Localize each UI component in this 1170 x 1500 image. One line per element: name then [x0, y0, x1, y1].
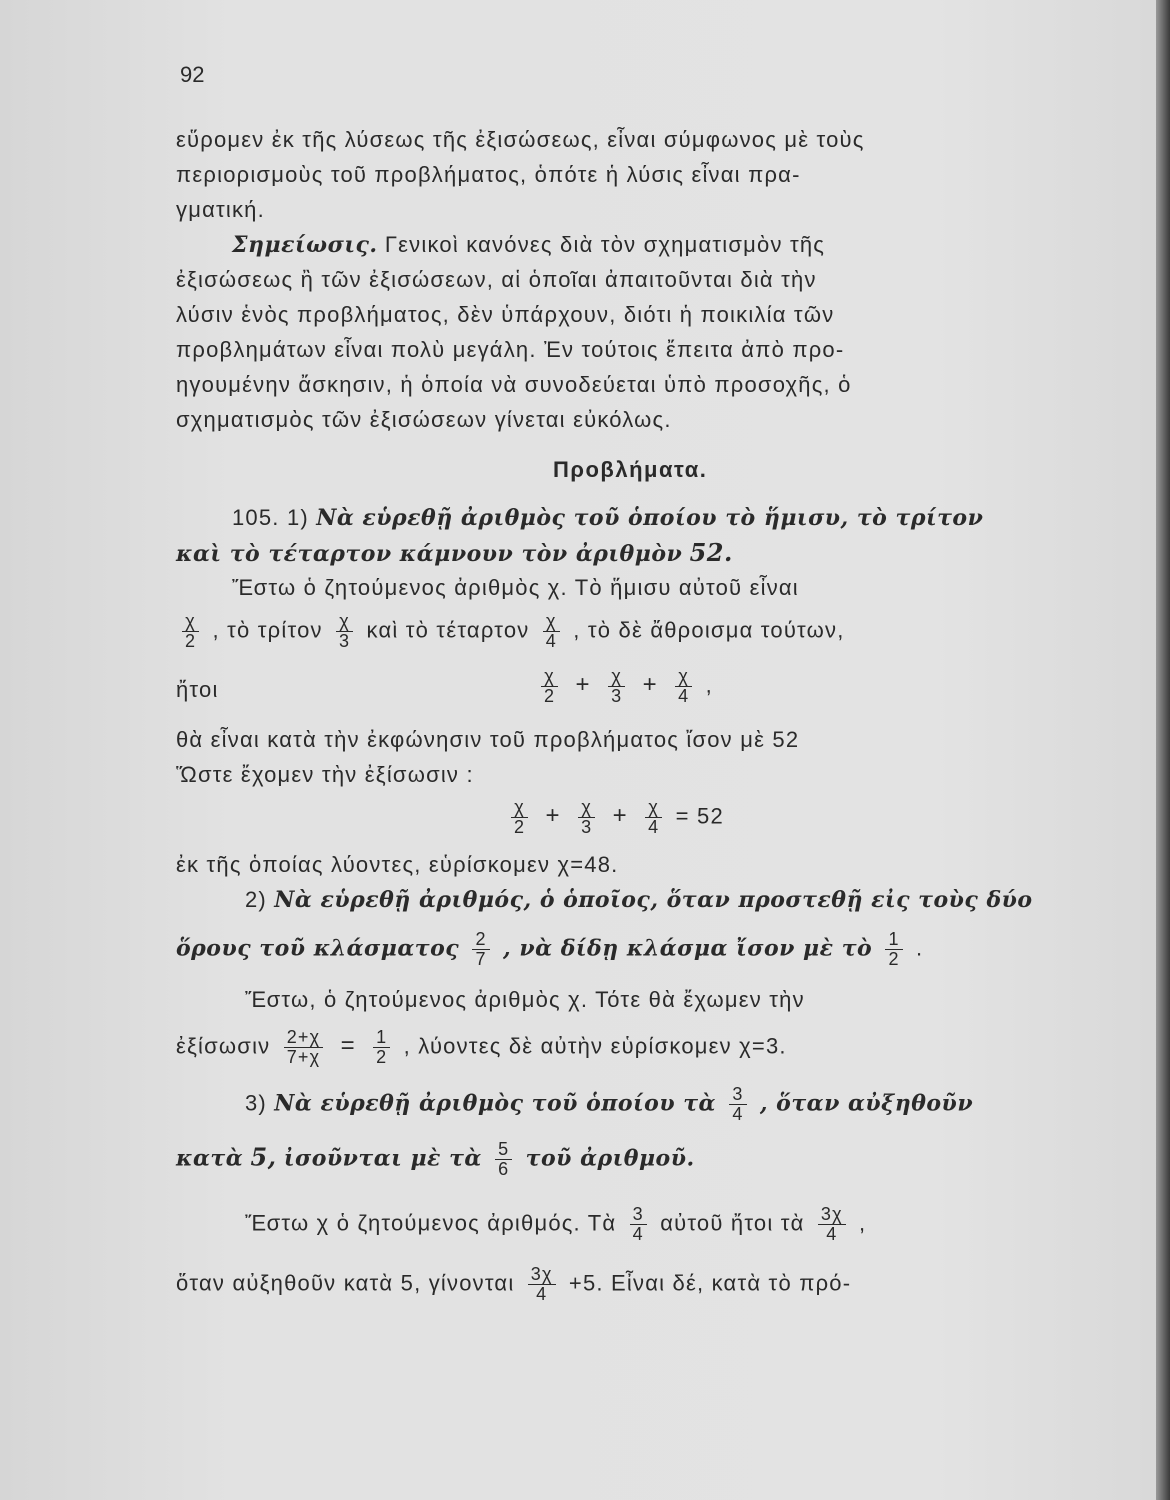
- problem-text: Νὰ εὑρεθῇ ἀριθμὸς τοῦ ὁποίου τὸ ἥμισυ, τὸ τρίτον: [316, 505, 984, 531]
- text-line: Ἔστω, ὁ ζητούμενος ἀριθμὸς χ. Τότε θὰ ἔχωμεν τὴν: [245, 987, 805, 1012]
- note-text: Γενικοὶ κανόνες διὰ τὸν σχηματισμὸν τῆς: [384, 232, 826, 257]
- plus-sign: +: [575, 671, 591, 699]
- text-line: γματική.: [176, 197, 265, 222]
- part-label: 3): [245, 1090, 267, 1116]
- fraction: $\frac{\chi}{3}$: [608, 667, 625, 706]
- fraction: $\frac{\chi}{3}$: [336, 612, 353, 651]
- problem-text: κατὰ: [176, 1145, 244, 1172]
- problem-text: ἰσοῦνται μὲ τὰ: [283, 1145, 482, 1172]
- text-segment: +5. Εἶναι δέ, κατὰ τὸ πρό-: [568, 1270, 852, 1296]
- equals-sign: =: [340, 1032, 356, 1060]
- fraction: $\frac{3}{4}$: [630, 1205, 647, 1244]
- text-line: λύσιν ἑνὸς προβλήματος, δὲν ὑπάρχουν, διότι ἡ ποικιλία τῶν: [176, 302, 835, 327]
- fraction: $\frac{3}{4}$: [729, 1085, 746, 1124]
- problem-text: τοῦ ἀριθμοῦ.: [525, 1145, 695, 1172]
- text-line-with-fractions: [176, 1265, 851, 1304]
- fraction: $\frac{\chi}{2}$: [182, 612, 199, 651]
- plus-sign: +: [642, 671, 658, 699]
- text-line: ἐκ τῆς ὁποίας λύοντες, εὑρίσκομεν χ=48.: [176, 852, 619, 877]
- problem-3-question-line: [176, 1140, 695, 1179]
- text-segment: αὐτοῦ ἤτοι τὰ: [660, 1210, 805, 1236]
- note-heading: Σημείωσις.: [232, 232, 378, 258]
- fraction: $\frac{1}{2}$: [373, 1028, 390, 1067]
- text-line: Ἔστω ὁ ζητούμενος ἀριθμὸς χ. Τὸ ἥμισυ αὐτοῦ εἶναι: [232, 575, 799, 600]
- fractions-line: [176, 612, 845, 651]
- problem-text: , ὅταν αὐξηθοῦν: [759, 1090, 974, 1117]
- text-line: σχηματισμὸς τῶν ἐξισώσεων γίνεται εὐκόλως.: [176, 407, 672, 432]
- plus-sign: +: [545, 802, 561, 830]
- problem-number: 105.: [232, 505, 280, 530]
- text-segment: ἐξίσωσιν: [176, 1033, 271, 1059]
- fraction: $\frac{\chi}{4}$: [543, 612, 560, 651]
- equation-rhs: = 52: [675, 803, 724, 829]
- text-line: Ὥστε ἔχομεν τὴν ἐξίσωσιν :: [176, 762, 474, 787]
- text-segment: , τὸ δὲ ἄθροισμα τούτων,: [573, 617, 845, 643]
- fraction: $\frac{\chi}{4}$: [645, 798, 662, 837]
- text-segment: καὶ τὸ τέταρτον: [366, 617, 530, 643]
- problem-2-question-line: ὅρους τοῦ κλάσματος $\frac{2}{7}$ , νὰ δίδῃ κλάσμα ἴσον μὲ τὸ $\frac{1}{2}$ .: [176, 929, 924, 969]
- problem-2-question-line: [245, 885, 1033, 915]
- text-line: ηγουμένην ἄσκησιν, ἡ ὁποία νὰ συνοδεύεται ὑπὸ προσοχῆς, ὁ: [176, 372, 852, 397]
- sum-expression: $\frac{\chi}{2}$ + $\frac{\chi}{3}$ + $\frac{\chi}{4}$ ,: [535, 667, 713, 706]
- problem-1-question-line: [176, 538, 733, 569]
- problem-number-5: 5,: [250, 1142, 277, 1172]
- part-label: 2): [245, 887, 267, 912]
- page-number: 92: [180, 62, 205, 87]
- plus-sign: +: [612, 802, 628, 830]
- section-title: Προβλήματα.: [553, 457, 708, 482]
- fraction: $\frac{\chi}{4}$: [675, 667, 692, 706]
- fraction: $\frac{5}{6}$: [495, 1140, 512, 1179]
- fraction: $\frac{3\chi}{4}$: [528, 1265, 556, 1304]
- problem-1-question-line: [232, 503, 983, 533]
- text-line-with-fractions: Ἔστω χ ὁ ζητούμενος ἀριθμός. Τὰ $\frac{3}{4}$ αὐτοῦ ἤτοι τὰ $\frac{3\chi}{4}$ ,: [245, 1204, 867, 1244]
- problem-3-question-line: [245, 1085, 973, 1124]
- text-segment: Ἔστω χ ὁ ζητούμενος ἀριθμός. Τὰ: [245, 1210, 617, 1236]
- part-label: 1): [286, 505, 309, 530]
- problem-number-52: 52.: [689, 538, 733, 567]
- fraction: $\frac{2+\chi}{7+\chi}$: [284, 1028, 324, 1067]
- fraction: $\frac{2}{7}$: [472, 930, 489, 969]
- note-first-line: [232, 230, 825, 260]
- equation-line: [176, 1028, 787, 1067]
- text-line: θὰ εἶναι κατὰ τὴν ἐκφώνησιν τοῦ προβλήματος ἴσον μὲ 52: [176, 727, 800, 752]
- fraction: $\frac{3\chi}{4}$: [818, 1205, 846, 1244]
- problem-text: Νὰ εὑρεθῇ ἀριθμός, ὁ ὁποῖος, ὅταν προστεθῇ εἰς τοὺς δύο: [274, 887, 1033, 913]
- fraction: $\frac{\chi}{2}$: [511, 798, 528, 837]
- fraction: $\frac{\chi}{2}$: [541, 667, 558, 706]
- fraction: $\frac{\chi}{3}$: [578, 798, 595, 837]
- text-line: περιορισμοὺς τοῦ προβλήματος, ὁπότε ἡ λύσις εἶναι πρα-: [176, 162, 801, 187]
- text-line: εὕρομεν ἐκ τῆς λύσεως τῆς ἐξισώσεως, εἶναι σύμφωνος μὲ τοὺς: [176, 127, 865, 152]
- text-segment: , τὸ τρίτον: [212, 617, 323, 643]
- problem-text: καὶ τὸ τέταρτον κάμνουν τὸν ἀριθμὸν: [176, 541, 683, 567]
- text-segment: , λύοντες δὲ αὐτὴν εὑρίσκομεν χ=3.: [403, 1033, 787, 1059]
- text-segment: ὅταν αὐξηθοῦν κατὰ 5, γίνονται: [176, 1270, 515, 1296]
- book-spine: [1156, 0, 1170, 1500]
- text-segment: ἤτοι: [176, 677, 219, 702]
- equation: [505, 798, 724, 837]
- problem-text: , νὰ δίδῃ κλάσμα ἴσον μὲ τὸ: [503, 935, 873, 962]
- problem-text: ὅρους τοῦ κλάσματος: [176, 935, 460, 962]
- text-line: ἐξισώσεως ἢ τῶν ἐξισώσεων, αἱ ὁποῖαι ἀπαιτοῦνται διὰ τὴν: [176, 267, 817, 292]
- text-line: προβλημάτων εἶναι πολὺ μεγάλη. Ἐν τούτοις ἔπειτα ἀπὸ προ-: [176, 337, 845, 362]
- problem-text: Νὰ εὑρεθῇ ἀριθμὸς τοῦ ὁποίου τὰ: [274, 1090, 716, 1117]
- fraction: $\frac{1}{2}$: [885, 930, 902, 969]
